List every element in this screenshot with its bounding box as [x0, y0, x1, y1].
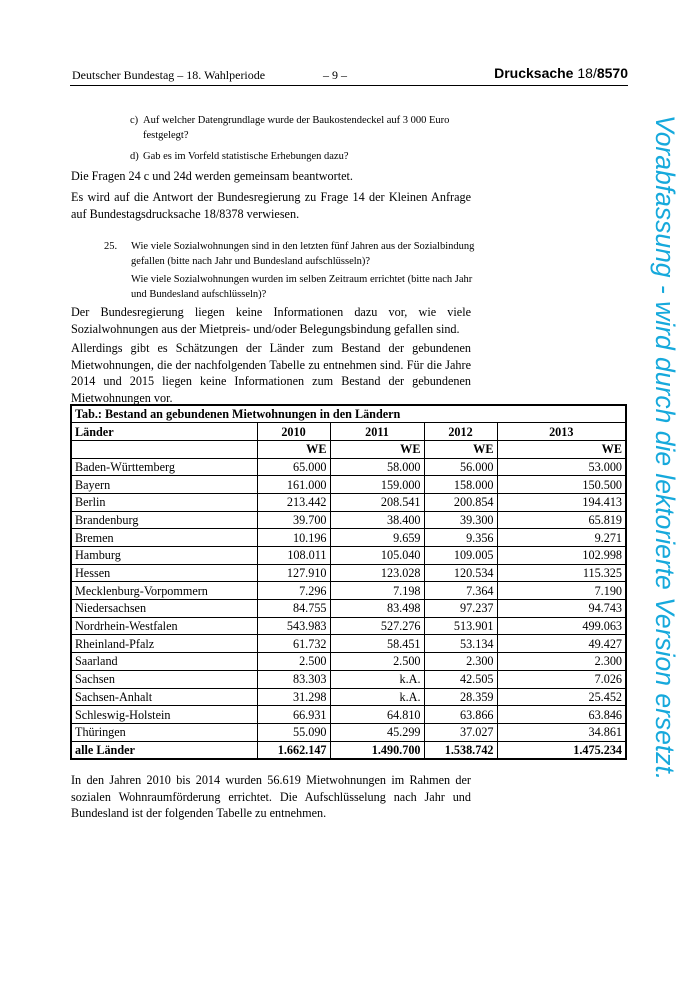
value-cell: 2.300 [497, 653, 626, 671]
sub-question-d [132, 150, 472, 165]
drucksache-prefix: 18/ [577, 65, 597, 81]
land-name: Hessen [71, 564, 257, 582]
question-text: Wie viele Sozialwohnungen sind in den letzten fünf Jahren aus der Sozialbindung gefallen (bitte nach Jahr und Bundesland aufschlüsseln)? [131, 241, 475, 267]
answer-25-paragraph-1: Der Bundesregierung liegen keine Informationen dazu vor, wie viele Sozialwohnungen aus der Mietpreis- und/oder Belegungsbindung gefallen sind. [71, 305, 471, 336]
answer-24-reference: Es wird auf die Antwort der Bundesregierung zu Frage 14 der Kleinen Anfrage auf Bundestagsdrucksache 18/8378 verwiesen. [71, 190, 471, 221]
value-cell: 158.000 [424, 476, 497, 494]
value-cell: 109.005 [424, 547, 497, 565]
value-cell: 39.700 [257, 511, 330, 529]
value-cell: 94.743 [497, 600, 626, 618]
value-cell: 28.359 [424, 688, 497, 706]
land-name: Nordrhein-Westfalen [71, 617, 257, 635]
value-cell: 53.134 [424, 635, 497, 653]
table-row [71, 635, 626, 653]
value-cell: 34.861 [497, 723, 626, 741]
column-header-year: 2010 [257, 423, 330, 441]
land-name: Sachsen [71, 670, 257, 688]
value-cell: 66.931 [257, 706, 330, 724]
value-cell: 83.498 [330, 600, 424, 618]
preliminary-version-watermark: Vorabfassung - wird durch die lektorierte Version ersetzt. [650, 115, 680, 781]
value-cell: 2.500 [330, 653, 424, 671]
value-cell: 63.846 [497, 706, 626, 724]
drucksache-number [494, 65, 628, 81]
land-name: Hamburg [71, 547, 257, 565]
value-cell: 115.325 [497, 564, 626, 582]
value-cell: 37.027 [424, 723, 497, 741]
value-cell: 9.271 [497, 529, 626, 547]
table-row [71, 653, 626, 671]
table-row [71, 723, 626, 741]
sub-question-text: Gab es im Vorfeld statistische Erhebungen dazu? [143, 151, 349, 162]
value-cell: 7.198 [330, 582, 424, 600]
table-row [71, 564, 626, 582]
page-number: – 9 – [323, 68, 347, 82]
sub-question-label: c) [130, 115, 139, 126]
land-name: Saarland [71, 653, 257, 671]
value-cell: 9.356 [424, 529, 497, 547]
value-cell: 213.442 [257, 493, 330, 511]
value-cell: 31.298 [257, 688, 330, 706]
value-cell: 56.000 [424, 458, 497, 476]
value-cell: 1.662.147 [257, 741, 330, 759]
land-name: Niedersachsen [71, 600, 257, 618]
table-row [71, 706, 626, 724]
value-cell: 105.040 [330, 547, 424, 565]
land-name: Rheinland-Pfalz [71, 635, 257, 653]
bestand-table [70, 404, 627, 760]
value-cell: 513.901 [424, 617, 497, 635]
question-text: Wie viele Sozialwohnungen wurden im selben Zeitraum errichtet (bitte nach Jahr und Bundesland aufschlüsseln)? [131, 274, 473, 300]
table-caption: Tab.: Bestand an gebundenen Mietwohnungen in den Ländern [71, 405, 626, 423]
table-unit-row [71, 440, 626, 458]
land-name: Bayern [71, 476, 257, 494]
land-name: Bremen [71, 529, 257, 547]
unit-cell: WE [424, 440, 497, 458]
table-row [71, 511, 626, 529]
value-cell: 39.300 [424, 511, 497, 529]
value-cell: 7.364 [424, 582, 497, 600]
value-cell: 38.400 [330, 511, 424, 529]
column-header-laender: Länder [71, 423, 257, 441]
value-cell: 2.500 [257, 653, 330, 671]
value-cell: 53.000 [497, 458, 626, 476]
land-name: Brandenburg [71, 511, 257, 529]
land-name: Mecklenburg-Vorpommern [71, 582, 257, 600]
value-cell: 543.983 [257, 617, 330, 635]
value-cell: 65.000 [257, 458, 330, 476]
value-cell: 97.237 [424, 600, 497, 618]
table-header-row [71, 423, 626, 441]
drucksache-label: Drucksache [494, 65, 574, 81]
closing-paragraph: In den Jahren 2010 bis 2014 wurden 56.619 Mietwohnungen im Rahmen der sozialen Wohnraumförderung errichtet. Die Aufschlüsselung nach Jahr und Bundesland ist der folgenden Tabelle zu entnehmen. [71, 773, 471, 820]
unit-cell: WE [497, 440, 626, 458]
table-row [71, 582, 626, 600]
table-row [71, 476, 626, 494]
column-header-year: 2013 [497, 423, 626, 441]
sub-question-c [132, 114, 472, 143]
value-cell: 161.000 [257, 476, 330, 494]
value-cell: 2.300 [424, 653, 497, 671]
value-cell: 45.299 [330, 723, 424, 741]
value-cell: 194.413 [497, 493, 626, 511]
table-body [71, 405, 626, 759]
value-cell: 42.505 [424, 670, 497, 688]
value-cell: 1.490.700 [330, 741, 424, 759]
question-25 [104, 240, 476, 306]
table-row [71, 458, 626, 476]
value-cell: 527.276 [330, 617, 424, 635]
value-cell: 127.910 [257, 564, 330, 582]
table-row [71, 529, 626, 547]
table-row [71, 493, 626, 511]
table-row [71, 670, 626, 688]
value-cell: 65.819 [497, 511, 626, 529]
value-cell: 120.534 [424, 564, 497, 582]
value-cell: 83.303 [257, 670, 330, 688]
value-cell: 25.452 [497, 688, 626, 706]
answer-24-joint: Die Fragen 24 c und 24d werden gemeinsam beantwortet. [71, 169, 353, 183]
value-cell: 159.000 [330, 476, 424, 494]
value-cell: 55.090 [257, 723, 330, 741]
sub-question-label: d) [130, 151, 139, 162]
land-name: Sachsen-Anhalt [71, 688, 257, 706]
unit-cell: WE [330, 440, 424, 458]
page-header [70, 66, 628, 86]
question-number: 25. [104, 241, 118, 252]
value-cell: 58.451 [330, 635, 424, 653]
value-cell: 499.063 [497, 617, 626, 635]
unit-cell: WE [257, 440, 330, 458]
land-name: alle Länder [71, 741, 257, 759]
header-periode: Deutscher Bundestag – 18. Wahlperiode [72, 68, 266, 82]
table-caption-row [71, 405, 626, 423]
value-cell: 7.296 [257, 582, 330, 600]
drucksache-id: 8570 [596, 65, 628, 81]
answer-25-paragraph-2: Allerdings gibt es Schätzungen der Länder zum Bestand der gebundenen Mietwohnungen, die der nachfolgenden Tabelle zu entnehmen sind. Für die Jahre 2014 und 2015 liegen keine Informationen zum Bestand der gebundenen Mietwohnungen vor. [71, 341, 471, 405]
value-cell: 200.854 [424, 493, 497, 511]
value-cell: 1.475.234 [497, 741, 626, 759]
value-cell: 1.538.742 [424, 741, 497, 759]
value-cell: 208.541 [330, 493, 424, 511]
table-row [71, 547, 626, 565]
value-cell: 10.196 [257, 529, 330, 547]
value-cell: 108.011 [257, 547, 330, 565]
value-cell: 63.866 [424, 706, 497, 724]
land-name: Schleswig-Holstein [71, 706, 257, 724]
table-row [71, 688, 626, 706]
column-header-year: 2012 [424, 423, 497, 441]
table-row [71, 600, 626, 618]
unit-blank-cell [71, 440, 257, 458]
value-cell: 49.427 [497, 635, 626, 653]
value-cell: 7.190 [497, 582, 626, 600]
table-row [71, 617, 626, 635]
value-cell: 61.732 [257, 635, 330, 653]
value-cell: 123.028 [330, 564, 424, 582]
value-cell: 102.998 [497, 547, 626, 565]
value-cell: k.A. [330, 670, 424, 688]
sub-question-text: Auf welcher Datengrundlage wurde der Baukostendeckel auf 3 000 Euro festgelegt? [143, 115, 450, 141]
value-cell: k.A. [330, 688, 424, 706]
table-total-row [71, 741, 626, 759]
value-cell: 7.026 [497, 670, 626, 688]
column-header-year: 2011 [330, 423, 424, 441]
value-cell: 150.500 [497, 476, 626, 494]
land-name: Berlin [71, 493, 257, 511]
land-name: Thüringen [71, 723, 257, 741]
value-cell: 64.810 [330, 706, 424, 724]
value-cell: 9.659 [330, 529, 424, 547]
value-cell: 58.000 [330, 458, 424, 476]
land-name: Baden-Württemberg [71, 458, 257, 476]
value-cell: 84.755 [257, 600, 330, 618]
